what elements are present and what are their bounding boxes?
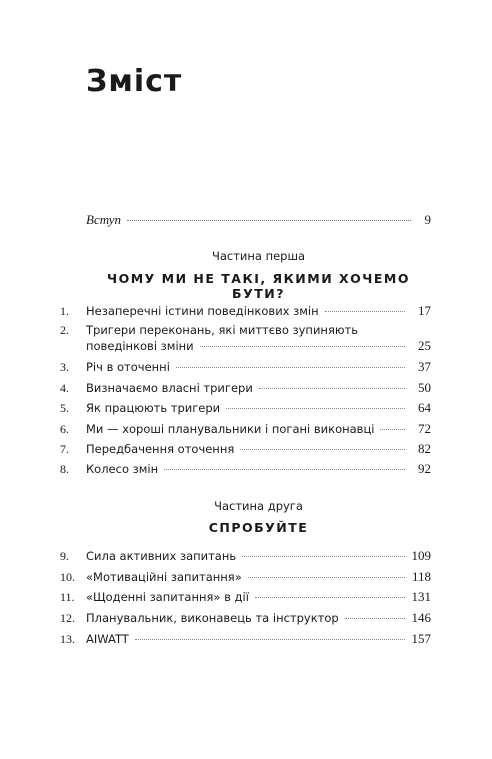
toc-entry[interactable]	[60, 421, 431, 437]
toc-entry-title: Тригери переконань, які миттєво зупиняють	[86, 323, 359, 337]
part-two-label: Частина друга	[214, 499, 303, 513]
dot-leader	[127, 220, 411, 221]
part-one-title: ЧОМУ МИ НЕ ТАКІ, ЯКИМИ ХОЧЕМО БУТИ?	[107, 271, 410, 301]
dot-leader	[240, 449, 405, 450]
toc-entry-number: 12.	[60, 611, 75, 625]
part-two-title: СПРОБУЙТЕ	[208, 520, 309, 535]
toc-entry[interactable]	[60, 359, 431, 375]
dot-leader	[242, 556, 405, 557]
toc-page-number: 157	[411, 631, 431, 646]
toc-page-number: 131	[411, 589, 431, 604]
toc-page-number: 37	[418, 359, 431, 374]
dot-leader	[164, 469, 405, 470]
toc-entry-title: Незаперечні істини поведінкових змін	[86, 304, 319, 318]
toc-page-number: 64	[418, 400, 431, 415]
toc-entry-continuation[interactable]	[86, 338, 431, 354]
toc-page-number: 118	[411, 569, 431, 584]
dot-leader	[345, 618, 405, 619]
dot-leader	[226, 408, 405, 409]
toc-entry-number: 13.	[60, 632, 75, 646]
dot-leader	[200, 346, 405, 347]
toc-entry-title: «Щоденні запитання» в дії	[86, 590, 249, 604]
toc-entry-number: 11.	[60, 590, 75, 604]
toc-entry-title: Передбачення оточення	[86, 442, 235, 456]
dot-leader	[255, 597, 405, 598]
toc-entry-number: 8.	[60, 462, 69, 476]
toc-entry-number: 5.	[60, 401, 69, 415]
dot-leader	[259, 388, 405, 389]
dot-leader	[135, 639, 405, 640]
part-one-label: Частина перша	[211, 249, 306, 263]
toc-entry[interactable]	[60, 548, 431, 564]
toc-entry-number: 1.	[60, 304, 69, 318]
toc-page-number: 25	[418, 338, 431, 353]
dot-leader	[325, 311, 405, 312]
page-title: Зміст	[86, 64, 183, 99]
toc-entry-number: 7.	[60, 442, 69, 456]
toc-entry-title: Річ в оточенні	[86, 360, 170, 374]
toc-entry-title: AIWATT	[86, 632, 129, 646]
toc-entry[interactable]	[60, 303, 431, 319]
dot-leader	[380, 429, 405, 430]
toc-page-number: 72	[418, 421, 431, 436]
toc-page-number: 92	[418, 461, 431, 476]
toc-intro-label: Вступ	[86, 212, 122, 227]
toc-entry[interactable]	[60, 569, 431, 585]
toc-entry-title: Сила активних запитань	[86, 549, 237, 563]
toc-page-number: 146	[411, 610, 431, 625]
toc-intro-entry[interactable]	[86, 212, 431, 228]
toc-page-number: 82	[418, 441, 431, 456]
toc-entry-number: 3.	[60, 360, 69, 374]
dot-leader	[248, 577, 405, 578]
toc-entry-title: «Мотиваційні запитання»	[86, 570, 242, 584]
toc-entry[interactable]	[60, 441, 431, 457]
toc-entry-number: 10.	[60, 570, 75, 584]
toc-entry[interactable]	[60, 400, 431, 416]
toc-page-number: 50	[418, 380, 431, 395]
toc-page-number: 9	[424, 212, 431, 227]
toc-entry-number: 9.	[60, 549, 69, 563]
toc-entry-title: Визначаємо власні тригери	[86, 381, 253, 395]
toc-page-number: 17	[418, 303, 431, 318]
toc-entry-title: Планувальник, виконавець та інструктор	[86, 611, 339, 625]
toc-entry[interactable]	[60, 322, 431, 338]
toc-entry-title: Ми — хороші планувальники і погані виконавці	[86, 422, 375, 436]
toc-entry-title: Як працюють тригери	[86, 401, 221, 415]
toc-entry-number: 2.	[60, 323, 69, 337]
toc-entry-title: Колесо змін	[86, 462, 159, 476]
toc-entry-number: 6.	[60, 422, 69, 436]
toc-entry[interactable]	[60, 631, 431, 647]
toc-entry-number: 4.	[60, 381, 69, 395]
toc-entry[interactable]	[60, 589, 431, 605]
toc-entry[interactable]	[60, 610, 431, 626]
dot-leader	[176, 367, 405, 368]
toc-page-number: 109	[411, 548, 431, 563]
toc-entry[interactable]	[60, 380, 431, 396]
toc-entry[interactable]	[60, 461, 431, 477]
toc-entry-title-continued: поведінкові зміни	[86, 339, 194, 353]
